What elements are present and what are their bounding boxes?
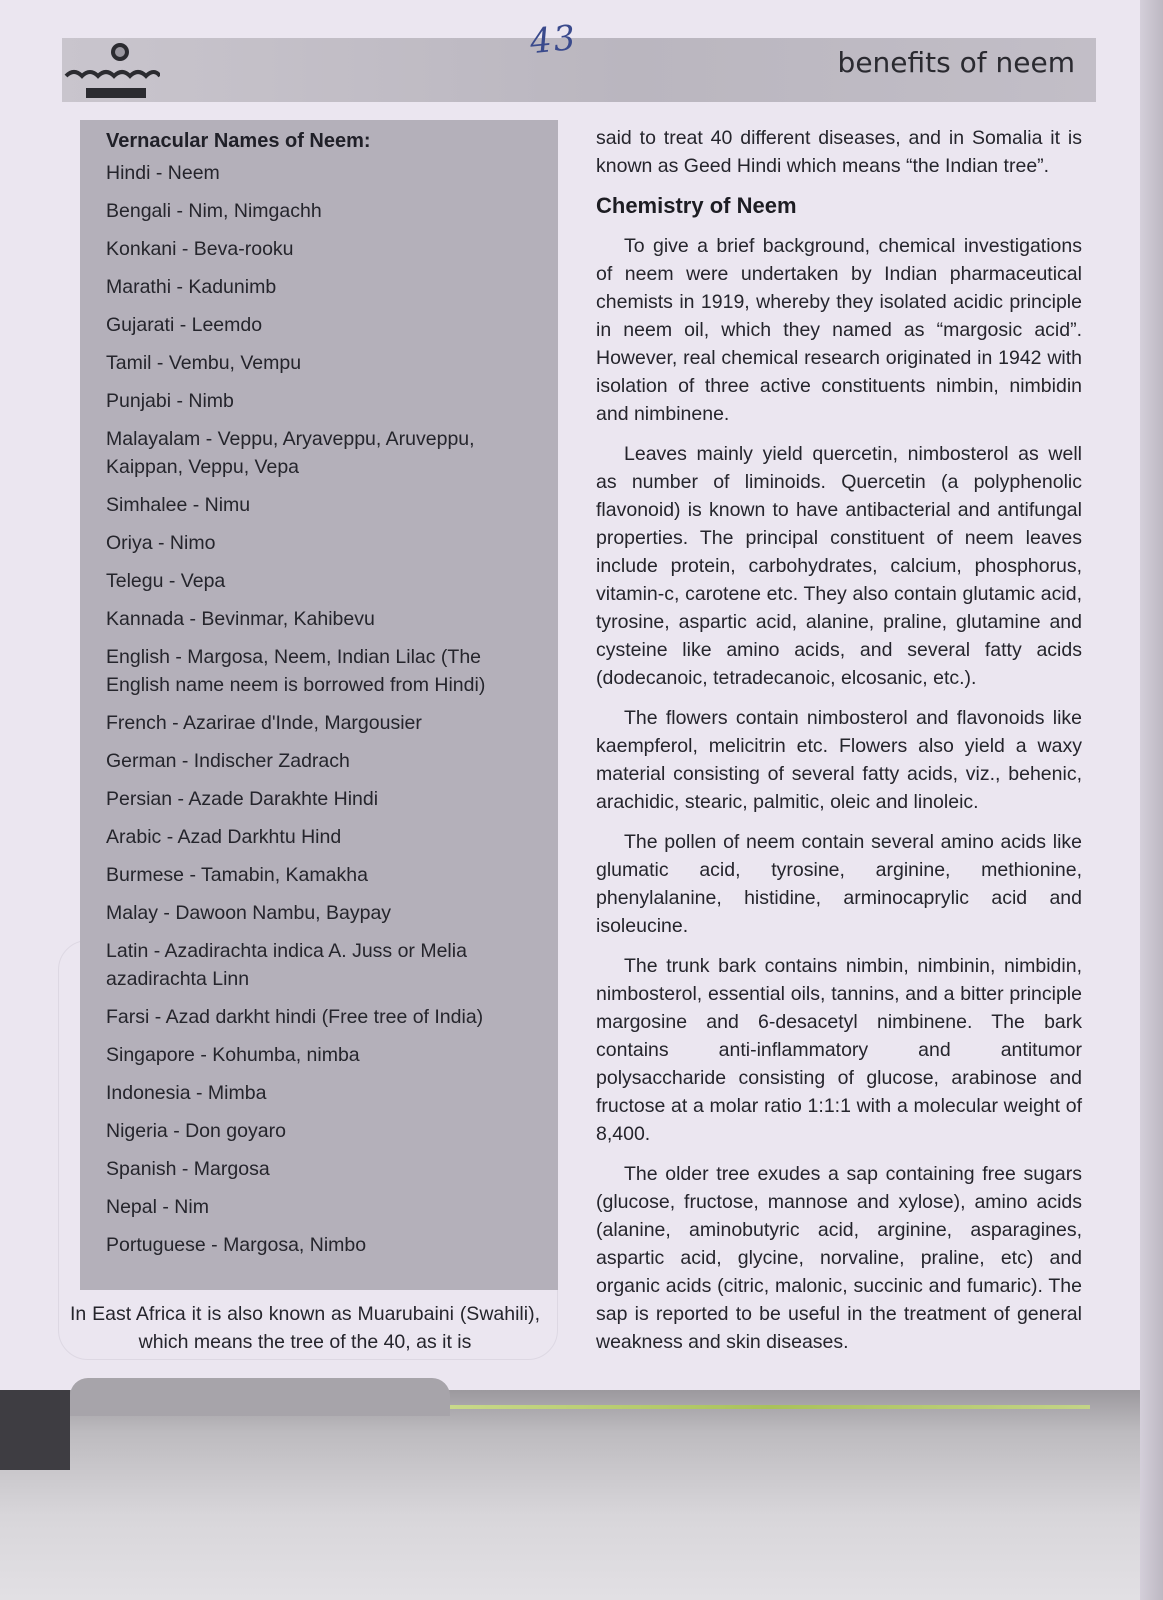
body-paragraph: Leaves mainly yield quercetin, nimbosterol as well as number of liminoids. Quercetin (a polyphenolic flavonoid) is known to have antibacterial and antifungal properties. The principal constituent of neem leaves include protein, carbohydrates, calcium, phosphorus, vitamin-c, carotene etc. They also contain glutamic acid, tyrosine, aspartic acid, alanine, praline, glutamine and cysteine like amino acids, and several fatty acids (dodecanoic, tetradecanoic, elcosanic, etc.).	[596, 443, 1082, 689]
list-item: English - Margosa, Neem, Indian Lilac (The English name neem is borrowed from Hindi)	[106, 646, 486, 696]
page-footer-tab	[70, 1378, 450, 1416]
page-footer-line	[450, 1405, 1090, 1409]
handwritten-page-number: 43	[528, 17, 580, 63]
page-edge	[1140, 0, 1163, 1600]
list-item: Spanish - Margosa	[106, 1158, 270, 1180]
list-item: Gujarati - Leemdo	[106, 314, 263, 336]
intro-paragraph: said to treat 40 different diseases, and in Somalia it is known as Geed Hindi which means “the Indian tree”.	[596, 127, 1082, 177]
list-item: Persian - Azade Darakhte Hindi	[106, 788, 379, 810]
body-paragraph: The pollen of neem contain several amino acids like glumatic acid, tyrosine, arginine, methionine, phenylalanine, histidine, arminocaprylic acid and isoleucine.	[596, 831, 1082, 937]
list-item: Portuguese - Margosa, Nimbo	[106, 1234, 367, 1256]
right-column	[596, 124, 1082, 1368]
list-item: Oriya - Nimo	[106, 532, 216, 554]
scan-bottom-shadow	[0, 1390, 1163, 1600]
vernacular-list	[106, 159, 532, 1259]
list-item: Indonesia - Mimba	[106, 1082, 267, 1104]
body-paragraph: The older tree exudes a sap containing free sugars (glucose, fructose, mannose and xylose), amino acids (alanine, aminobutyric acid, arginine, asparagines, aspartic acid, glycine, norvaline, praline, etc) and organic acids (citric, malonic, succinic and fumaric). The sap is reported to be useful in the treatment of general weakness and skin diseases.	[596, 1163, 1082, 1353]
publisher-logo-icon	[64, 40, 160, 100]
scan-corner-shadow	[0, 1390, 70, 1470]
list-item: Punjabi - Nimb	[106, 390, 234, 412]
list-item: Kannada - Bevinmar, Kahibevu	[106, 608, 375, 630]
list-item: Burmese - Tamabin, Kamakha	[106, 864, 368, 886]
list-item: Tamil - Vembu, Vempu	[106, 352, 302, 374]
list-item: German - Indischer Zadrach	[106, 750, 350, 772]
chemistry-heading: Chemistry of Neem	[596, 193, 797, 218]
vernacular-names-box	[80, 120, 558, 1290]
list-item: Arabic - Azad Darkhtu Hind	[106, 826, 342, 848]
section-title: benefits of neem	[837, 46, 1075, 79]
list-item: French - Azarirae d'Inde, Margousier	[106, 712, 422, 734]
east-africa-paragraph: In East Africa it is also known as Muarubaini (Swahili), which means the tree of the 40, as it is	[70, 1303, 540, 1353]
list-item: Nigeria - Don goyaro	[106, 1120, 286, 1142]
body-paragraph: To give a brief background, chemical investigations of neem were undertaken by Indian pharmaceutical chemists in 1919, whereby they isolated acidic principle in neem oil, which they named as “margosic acid”. However, real chemical research originated in 1942 with isolation of three active constituents nimbin, nimbidin and nimbinene.	[596, 235, 1082, 425]
list-item: Konkani - Beva-rooku	[106, 238, 294, 260]
list-item: Simhalee - Nimu	[106, 494, 251, 516]
list-item: Bengali - Nim, Nimgachh	[106, 200, 322, 222]
list-item: Malay - Dawoon Nambu, Baypay	[106, 902, 392, 924]
list-item: Telegu - Vepa	[106, 570, 226, 592]
list-item: Marathi - Kadunimb	[106, 276, 277, 298]
list-item: Farsi - Azad darkht hindi (Free tree of India)	[106, 1006, 484, 1028]
body-paragraph: The flowers contain nimbosterol and flavonoids like kaempferol, melicitrin etc. Flowers also yield a waxy material consisting of several fatty acids, viz., behenic, arachidic, stearic, palmitic, oleic and linoleic.	[596, 707, 1082, 813]
list-item: Malayalam - Veppu, Aryaveppu, Aruveppu, Kaippan, Veppu, Vepa	[106, 428, 475, 478]
list-item: Latin - Azadirachta indica A. Juss or Melia azadirachta Linn	[106, 940, 467, 990]
list-item: Hindi - Neem	[106, 162, 220, 184]
list-item: Singapore - Kohumba, nimba	[106, 1044, 360, 1066]
list-item: Nepal - Nim	[106, 1196, 209, 1218]
body-paragraph: The trunk bark contains nimbin, nimbinin, nimbidin, nimbosterol, essential oils, tannins, and a bitter principle margosine and 6-desacetyl nimbinene. The bark contains anti-inflammatory and antitumor polysaccharide consisting of glucose, arabinose and fructose at a molar ratio 1:1:1 with a molecular weight of 8,400.	[596, 955, 1082, 1145]
vernacular-heading: Vernacular Names of Neem:	[106, 130, 371, 152]
